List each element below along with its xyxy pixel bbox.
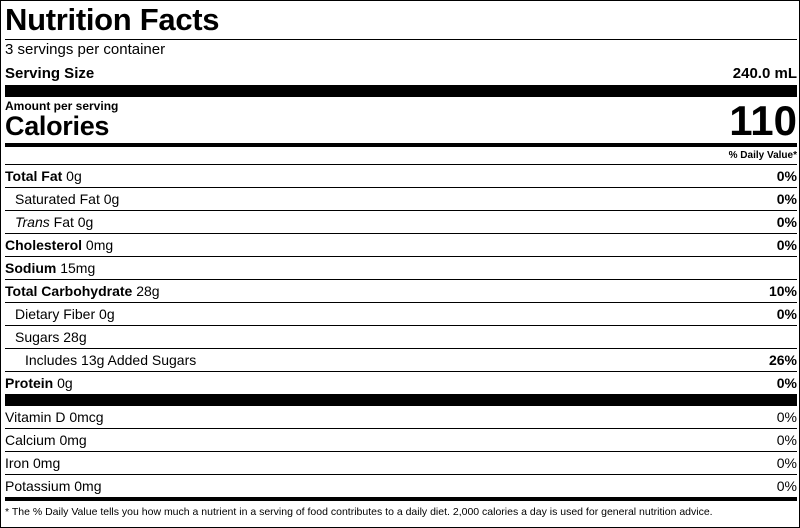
nutrient-name: Includes 13g Added Sugars [25, 352, 197, 368]
nutrient-dv: 10% [768, 283, 797, 299]
nutrient-amount: 0g [73, 214, 94, 230]
nutrient-name: Protein [5, 375, 54, 391]
nutrient-amount: 0mg [82, 237, 114, 253]
nutrient-row-sugars [5, 325, 797, 348]
nutrient-amount: 28g [59, 329, 87, 345]
nutrient-dv: 26% [768, 352, 797, 368]
nutrient-amount: 0g [62, 168, 82, 184]
vitamin-row-iron [5, 451, 797, 474]
vitamin-name: Calcium 0mg [5, 432, 87, 448]
nutrient-name: Sodium [5, 260, 57, 276]
calories-label: Calories [5, 111, 110, 141]
nutrient-row-total-carbohydrate [5, 279, 797, 302]
nutrient-name: Sugars [15, 329, 60, 345]
servings-per-container: 3 servings per container [5, 41, 166, 58]
footnote: * The % Daily Value tells you how much a nutrient in a serving of food contributes to a daily diet. 2,000 calories a day is used for general nutrition advice. [5, 497, 797, 520]
nutrient-name: Saturated Fat [15, 191, 100, 207]
vitamin-row-vitamin-d [5, 406, 797, 428]
amount-per-serving: Amount per serving [5, 99, 119, 113]
nutrient-row-dietary-fiber [5, 302, 797, 325]
serving-size-label: Serving Size [5, 64, 95, 82]
calories-block [5, 97, 797, 143]
nutrient-row-protein [5, 371, 797, 394]
nutrient-name: Cholesterol [5, 237, 83, 253]
nutrient-dv: 0% [776, 168, 797, 184]
nutrient-row-saturated-fat [5, 187, 797, 210]
nutrient-name: Total Carbohydrate [5, 283, 133, 299]
vitamin-dv: 0% [776, 478, 797, 494]
nutrient-amount: 0g [99, 191, 120, 207]
vitamin-dv: 0% [776, 432, 797, 448]
vitamin-name: Iron 0mg [5, 455, 61, 471]
vitamin-row-calcium [5, 428, 797, 451]
daily-value-header: % Daily Value* [728, 150, 797, 161]
nutrient-dv: 0% [776, 306, 797, 322]
nutrient-row-trans-fat [5, 210, 797, 233]
nutrient-row-sodium [5, 256, 797, 279]
serving-size-row [5, 61, 797, 85]
divider-thick [5, 85, 797, 97]
nutrient-row-cholesterol [5, 233, 797, 256]
serving-size-value: 240.0 mL [732, 64, 797, 82]
nutrient-dv: 0% [776, 375, 797, 391]
nutrient-amount: 28g [132, 283, 160, 299]
nutrient-name: Fat [49, 214, 74, 230]
nutrient-row-added-sugars [5, 348, 797, 371]
nutrient-dv: 0% [776, 237, 797, 253]
nutrient-row-total-fat [5, 164, 797, 187]
nutrient-name: Total Fat [5, 168, 63, 184]
nutrient-name-italic: Trans [15, 214, 50, 230]
nutrient-amount: 0g [53, 375, 73, 391]
label-title: Nutrition Facts [5, 2, 220, 37]
nutrient-dv: 0% [776, 214, 797, 230]
vitamin-dv: 0% [776, 455, 797, 471]
calories-value: 110 [729, 97, 797, 144]
vitamin-dv: 0% [776, 409, 797, 425]
vitamin-name: Potassium 0mg [5, 478, 102, 494]
divider-thick [5, 394, 797, 406]
vitamin-row-potassium [5, 474, 797, 497]
vitamin-name: Vitamin D 0mcg [5, 409, 104, 425]
nutrient-amount: 0g [95, 306, 115, 322]
nutrient-dv: 0% [776, 191, 797, 207]
nutrient-name: Dietary Fiber [15, 306, 96, 322]
nutrient-amount: 15mg [56, 260, 96, 276]
